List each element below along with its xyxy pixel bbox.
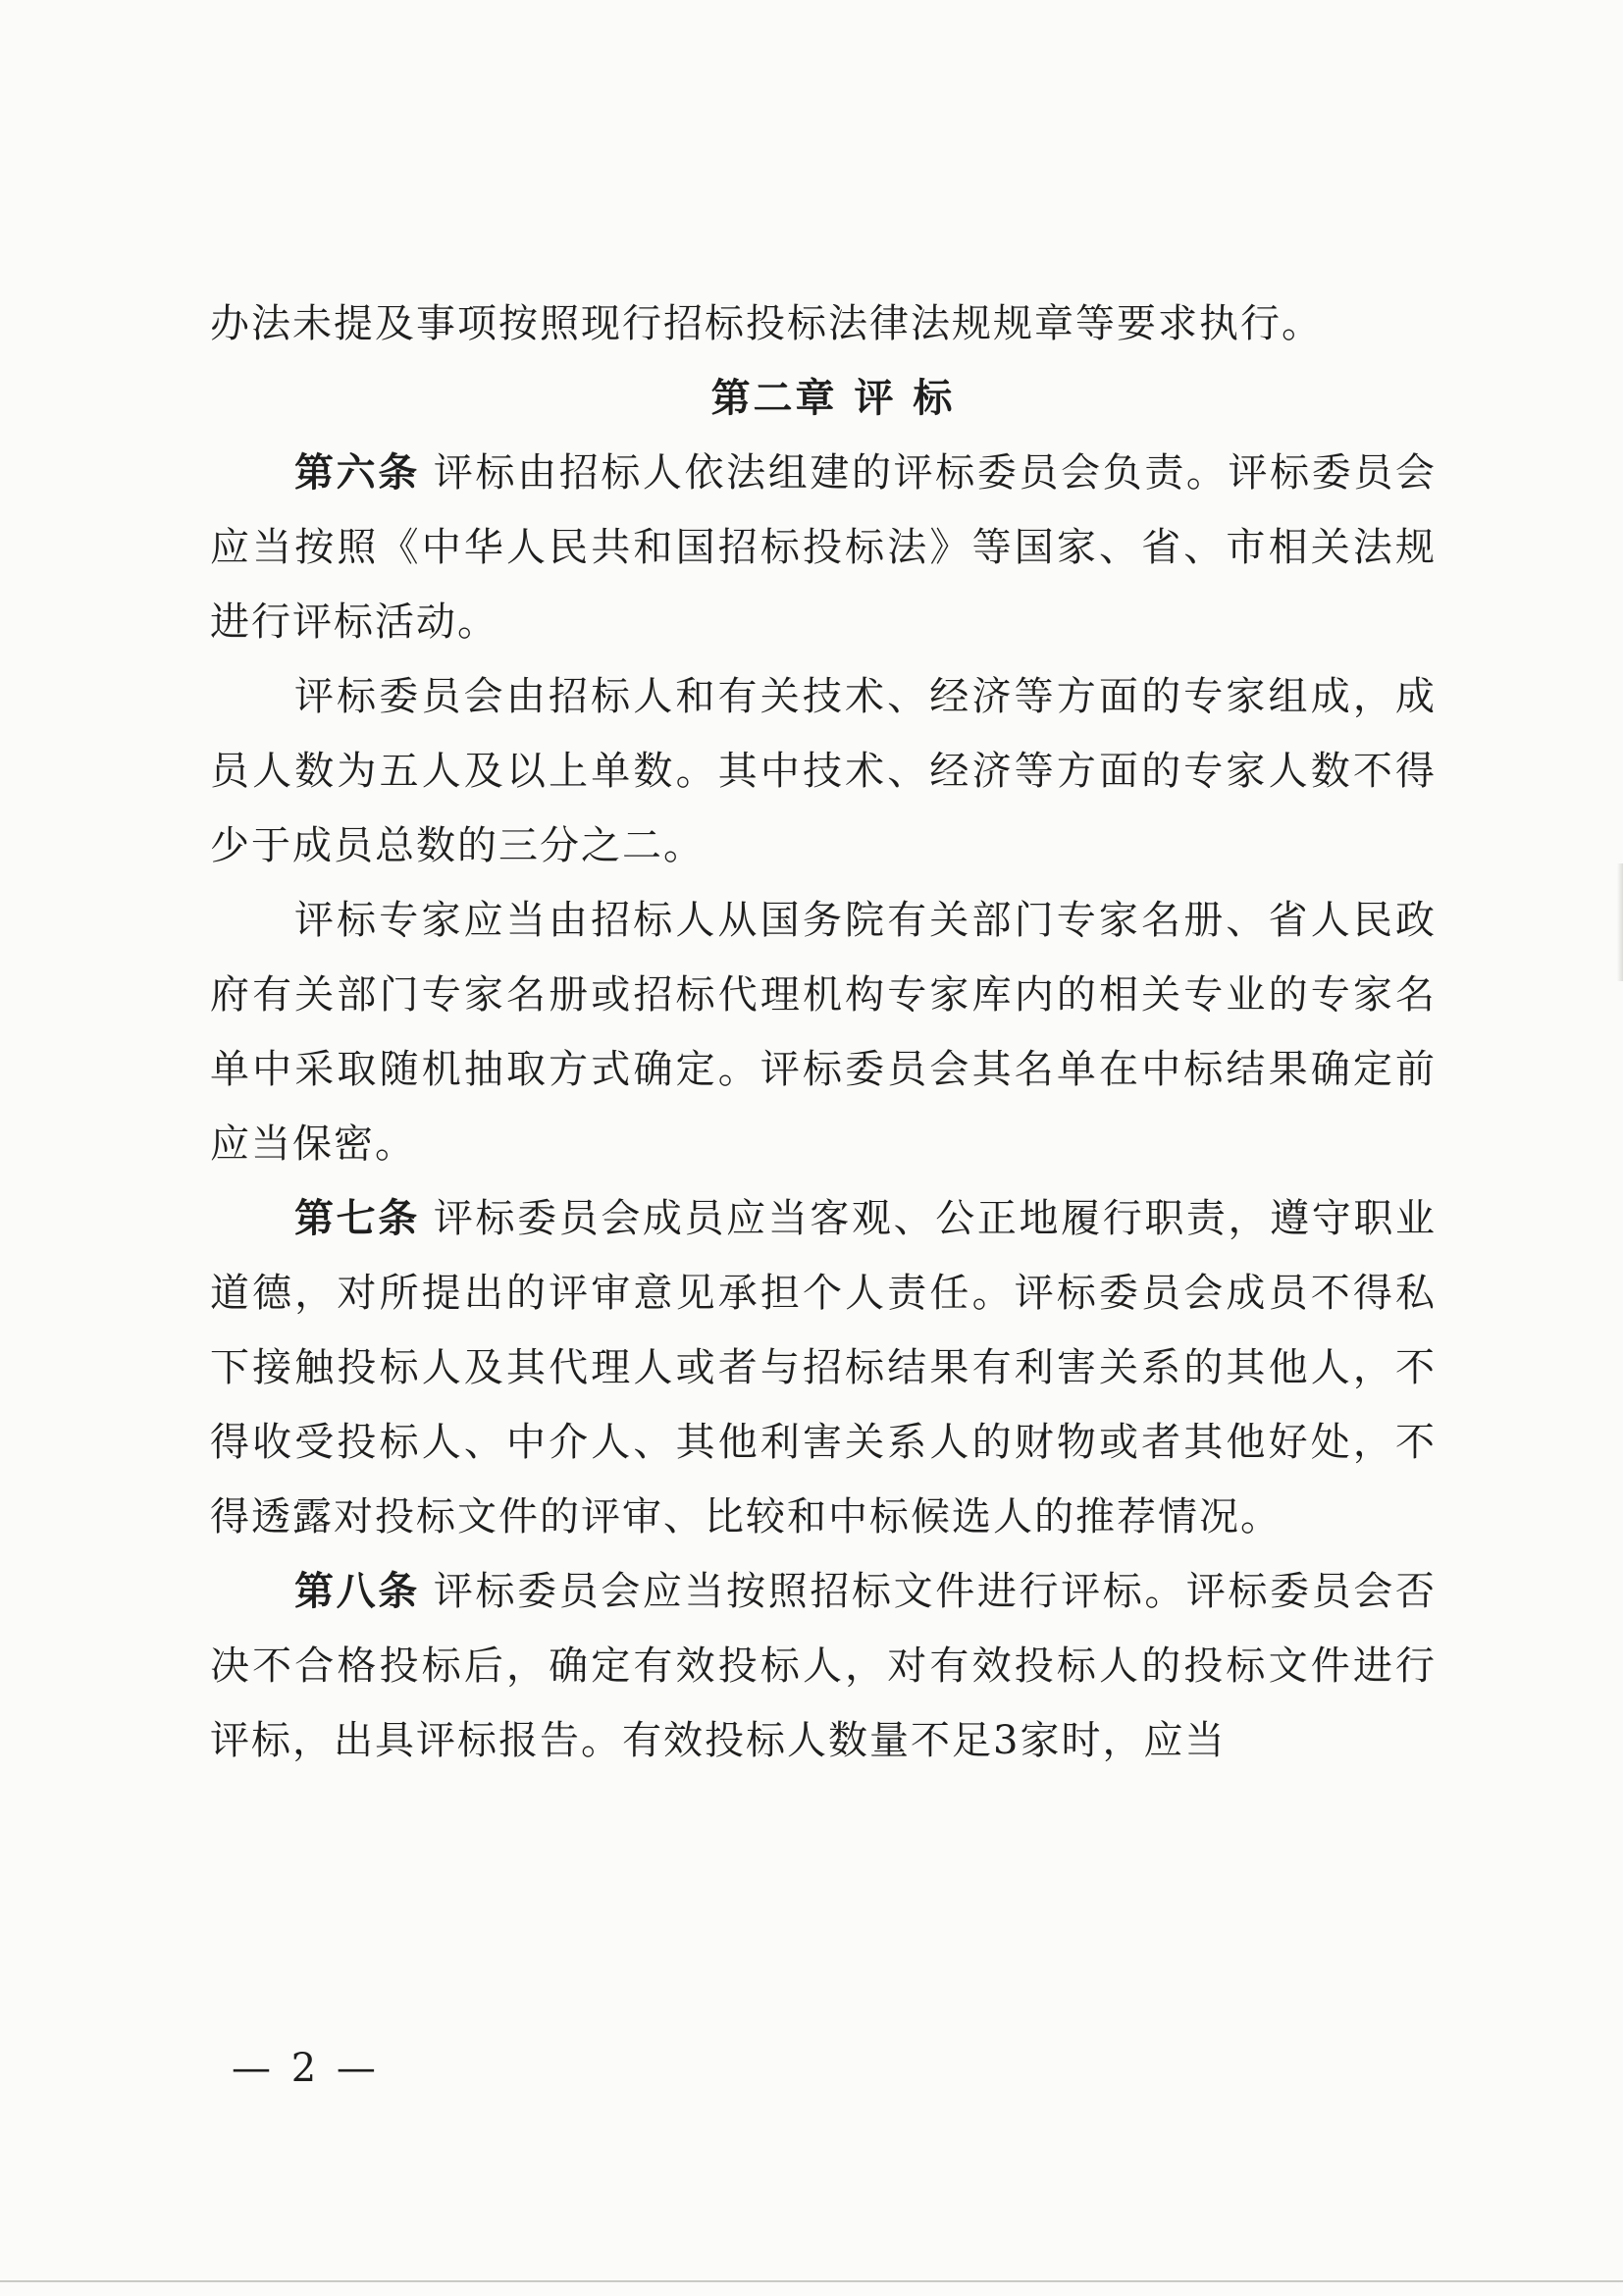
article-text: 评标由招标人依法组建的评标委员会负责。评标委员会应当按照《中华人民共和国招标投标法》等国家、省、市相关法规进行评标活动。 <box>210 450 1438 645</box>
article-text: 评标专家应当由招标人从国务院有关部门专家名册、省人民政府有关部门专家名册或招标代理机构专家库内的相关专业的专家名单中采取随机抽取方式确定。评标委员会其名单在中标结果确定前应当保密。 <box>210 898 1437 1167</box>
article-6-paragraph-2 <box>210 659 1437 883</box>
article-8 <box>210 1554 1437 1778</box>
article-text: 评标委员会应当按照招标文件进行评标。评标委员会否决不合格投标后，确定有效投标人，对有效投标人的投标文件进行评标，出具评标报告。有效投标人数量不足3家时，应当 <box>210 1569 1438 1763</box>
article-text: 评标委员会由招标人和有关技术、经济等方面的专家组成，成员人数为五人及以上单数。其中技术、经济等方面的专家人数不得少于成员总数的三分之二。 <box>210 674 1437 868</box>
article-number: 第六条 <box>294 450 420 496</box>
article-number: 第七条 <box>294 1196 420 1241</box>
scan-edge-shadow <box>1617 863 1623 981</box>
chapter-heading: 第二章 评 标 <box>710 376 956 421</box>
article-7 <box>210 1181 1437 1554</box>
page-number: — 2 — <box>232 2046 380 2091</box>
document-body <box>210 287 1437 1778</box>
article-text: 评标委员会成员应当客观、公正地履行职责，遵守职业道德，对所提出的评审意见承担个人责任。评标委员会成员不得私下接触投标人及其代理人或者与招标结果有利害关系的其他人，不得收受投标人、中介人、其他利害关系人的财物或者其他好处，不得透露对投标文件的评审、比较和中标候选人的推荐情况。 <box>210 1196 1438 1539</box>
article-6-paragraph-3 <box>210 883 1437 1181</box>
intro-line: 办法未提及事项按照现行招标投标法律法规规章等要求执行。 <box>210 301 1323 346</box>
scan-bottom-edge <box>0 2280 1623 2282</box>
article-number: 第八条 <box>294 1569 420 1614</box>
article-6 <box>210 436 1437 659</box>
